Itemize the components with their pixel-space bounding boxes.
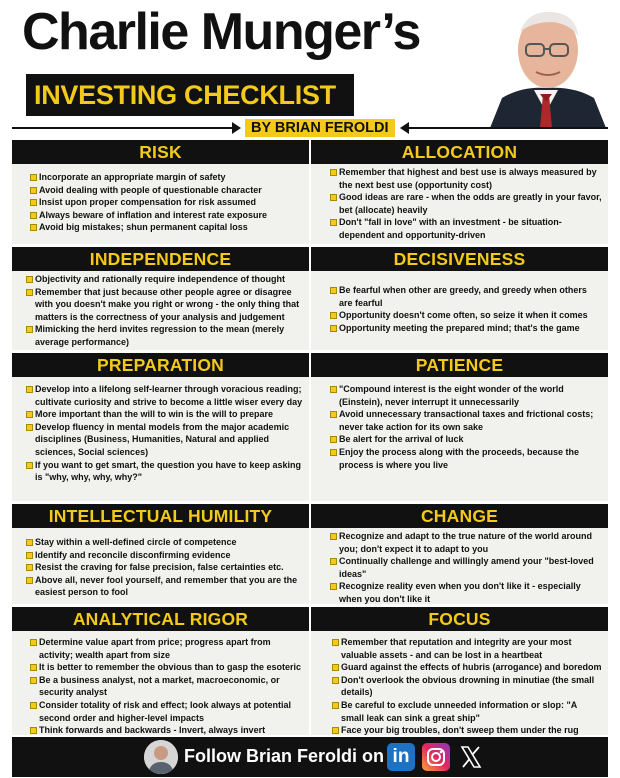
checklist-row — [12, 247, 608, 350]
list-item: Be alert for the arrival of luck — [339, 433, 602, 446]
section-focus — [311, 607, 608, 735]
section-title: ALLOCATION — [311, 140, 608, 164]
section-intellectual-humility — [12, 504, 309, 604]
footer-bar — [12, 737, 608, 777]
section-analytical-rigor — [12, 607, 309, 735]
list-item: Opportunity meeting the prepared mind; that's the game — [339, 322, 602, 335]
x-twitter-icon[interactable] — [457, 743, 485, 771]
section-items — [311, 271, 608, 334]
list-item: Resist the craving for false precision, false certainties etc. — [35, 561, 303, 574]
section-items — [311, 631, 608, 737]
list-item: Enjoy the process along with the proceeds, because the process is where you live — [339, 446, 602, 471]
byline-row — [12, 119, 608, 137]
list-item: If you want to get smart, the question you have to keep asking is "why, why, why, why?" — [35, 459, 302, 483]
list-item: Develop fluency in mental models from the major academic disciplines (Business, Humanities, Natural and applied sciences, Social sciences) — [35, 421, 303, 459]
list-item: Think forwards and backwards - Invert, always invert — [39, 724, 303, 737]
x-glyph — [457, 743, 485, 771]
section-items — [311, 528, 608, 606]
list-item: Develop into a lifelong self-learner through voracious reading; cultivate curiosity and strive to become a little wiser every day — [35, 384, 303, 407]
list-item: Face your big troubles, don't sweep them under the rug — [341, 724, 602, 737]
section-items — [12, 164, 309, 234]
subtitle-banner: INVESTING CHECKLIST — [26, 74, 354, 116]
linkedin-icon[interactable]: in — [387, 743, 415, 771]
section-risk — [12, 140, 309, 244]
list-item: Be a business analyst, not a market, macroeconomic, or security analyst — [39, 674, 303, 699]
section-items — [12, 528, 309, 599]
list-item: Remember that reputation and integrity are your most valuable assets - and can be lost in a heartbeat — [341, 636, 602, 661]
list-item: It is better to remember the obvious than to gasp the esoteric — [39, 662, 302, 673]
list-item: Mimicking the herd invites regression to the mean (merely average performance) — [35, 323, 303, 348]
checklist-row — [12, 504, 608, 604]
list-item: Incorporate an appropriate margin of safety — [39, 171, 303, 184]
section-items — [311, 377, 608, 471]
section-title: FOCUS — [311, 607, 608, 631]
section-items — [12, 271, 309, 349]
list-item: More important than the will to win is the will to prepare — [35, 408, 303, 421]
avatar-illustration — [144, 740, 178, 774]
page-title: Charlie Munger’s — [22, 3, 420, 61]
checklist-row — [12, 140, 608, 244]
section-preparation — [12, 353, 309, 501]
section-items — [12, 631, 309, 737]
section-change — [311, 504, 608, 604]
list-item: Avoid dealing with people of questionable character — [39, 184, 303, 197]
list-item: Don't "fall in love" with an investment - be situation-dependent and opportunity-driven — [339, 216, 602, 241]
list-item: Objectivity and rationally require independence of thought — [35, 273, 303, 286]
list-item: Stay within a well-defined circle of competence — [35, 536, 303, 549]
avatar — [144, 740, 178, 774]
section-independence — [12, 247, 309, 350]
list-item: Insist upon proper compensation for risk assumed — [39, 196, 303, 209]
list-item: Avoid unnecessary transactional taxes and frictional costs; never take action for its own sake — [339, 408, 602, 433]
section-title: CHANGE — [311, 504, 608, 528]
arrow-line-right — [408, 127, 608, 129]
list-item: Remember that highest and best use is always measured by the next best use (opportunity cost) — [339, 166, 602, 191]
follow-text: Follow Brian Feroldi on — [184, 746, 384, 766]
list-item: Be careful to exclude unneeded information or slop: "A small leak can sink a great ship" — [341, 699, 602, 724]
list-item: Avoid big mistakes; shun permanent capital loss — [39, 221, 303, 234]
checklist-row — [12, 353, 608, 501]
list-item: Identify and reconcile disconfirming evidence — [35, 549, 303, 562]
list-item: Above all, never fool yourself, and remember that you are the easiest person to fool — [35, 574, 303, 599]
section-title: INDEPENDENCE — [12, 247, 309, 271]
byline: BY BRIAN FEROLDI — [245, 119, 395, 137]
list-item: Remember that just because other people agree or disagree with you doesn't make you right or wrong - the only thing that matters is the correctness of your analysis and judgement — [35, 286, 303, 324]
list-item: Continually challenge and willingly amend your "best-loved ideas" — [339, 555, 602, 580]
list-item: Consider totality of risk and effect; look always at potential second order and higher-level impacts — [39, 699, 303, 724]
section-title: INTELLECTUAL HUMILITY — [12, 504, 309, 528]
list-item: Be fearful when other are greedy, and greedy when others are fearful — [339, 284, 602, 309]
section-title: PATIENCE — [311, 353, 608, 377]
section-title: PREPARATION — [12, 353, 309, 377]
list-item: Don't overlook the obvious drowning in minutiae (the small details) — [341, 674, 602, 699]
section-items — [311, 164, 608, 242]
instagram-icon[interactable] — [422, 743, 450, 771]
arrow-right-icon — [232, 122, 241, 134]
list-item: Guard against the effects of hubris (arrogance) and boredom — [341, 662, 602, 673]
section-title: ANALYTICAL RIGOR — [12, 607, 309, 631]
list-item: Determine value apart from price; progress apart from activity; wealth apart from size — [39, 636, 303, 661]
checklist-row — [12, 607, 608, 735]
section-patience — [311, 353, 608, 501]
section-allocation — [311, 140, 608, 244]
portrait-photo — [482, 2, 610, 128]
section-title: RISK — [12, 140, 309, 164]
section-title: DECISIVENESS — [311, 247, 608, 271]
instagram-glyph — [422, 743, 450, 771]
arrow-line-left — [12, 127, 232, 129]
list-item: Recognize reality even when you don't like it - especially when you don't like it — [339, 580, 602, 605]
section-decisiveness — [311, 247, 608, 350]
list-item: Opportunity doesn't come often, so seize it when it comes — [339, 309, 602, 322]
checklist-grid — [12, 140, 608, 735]
list-item: Always beware of inflation and interest rate exposure — [39, 209, 303, 222]
section-items — [12, 377, 309, 484]
portrait-illustration — [482, 2, 610, 128]
list-item: "Compound interest is the eight wonder of the world (Einstein), never interrupt it unnecessarily — [339, 383, 602, 408]
list-item: Good ideas are rare - when the odds are greatly in your favor, bet (allocate) heavily — [339, 192, 602, 215]
list-item: Recognize and adapt to the true nature of the world around you; don't expect it to adapt to you — [339, 530, 602, 555]
